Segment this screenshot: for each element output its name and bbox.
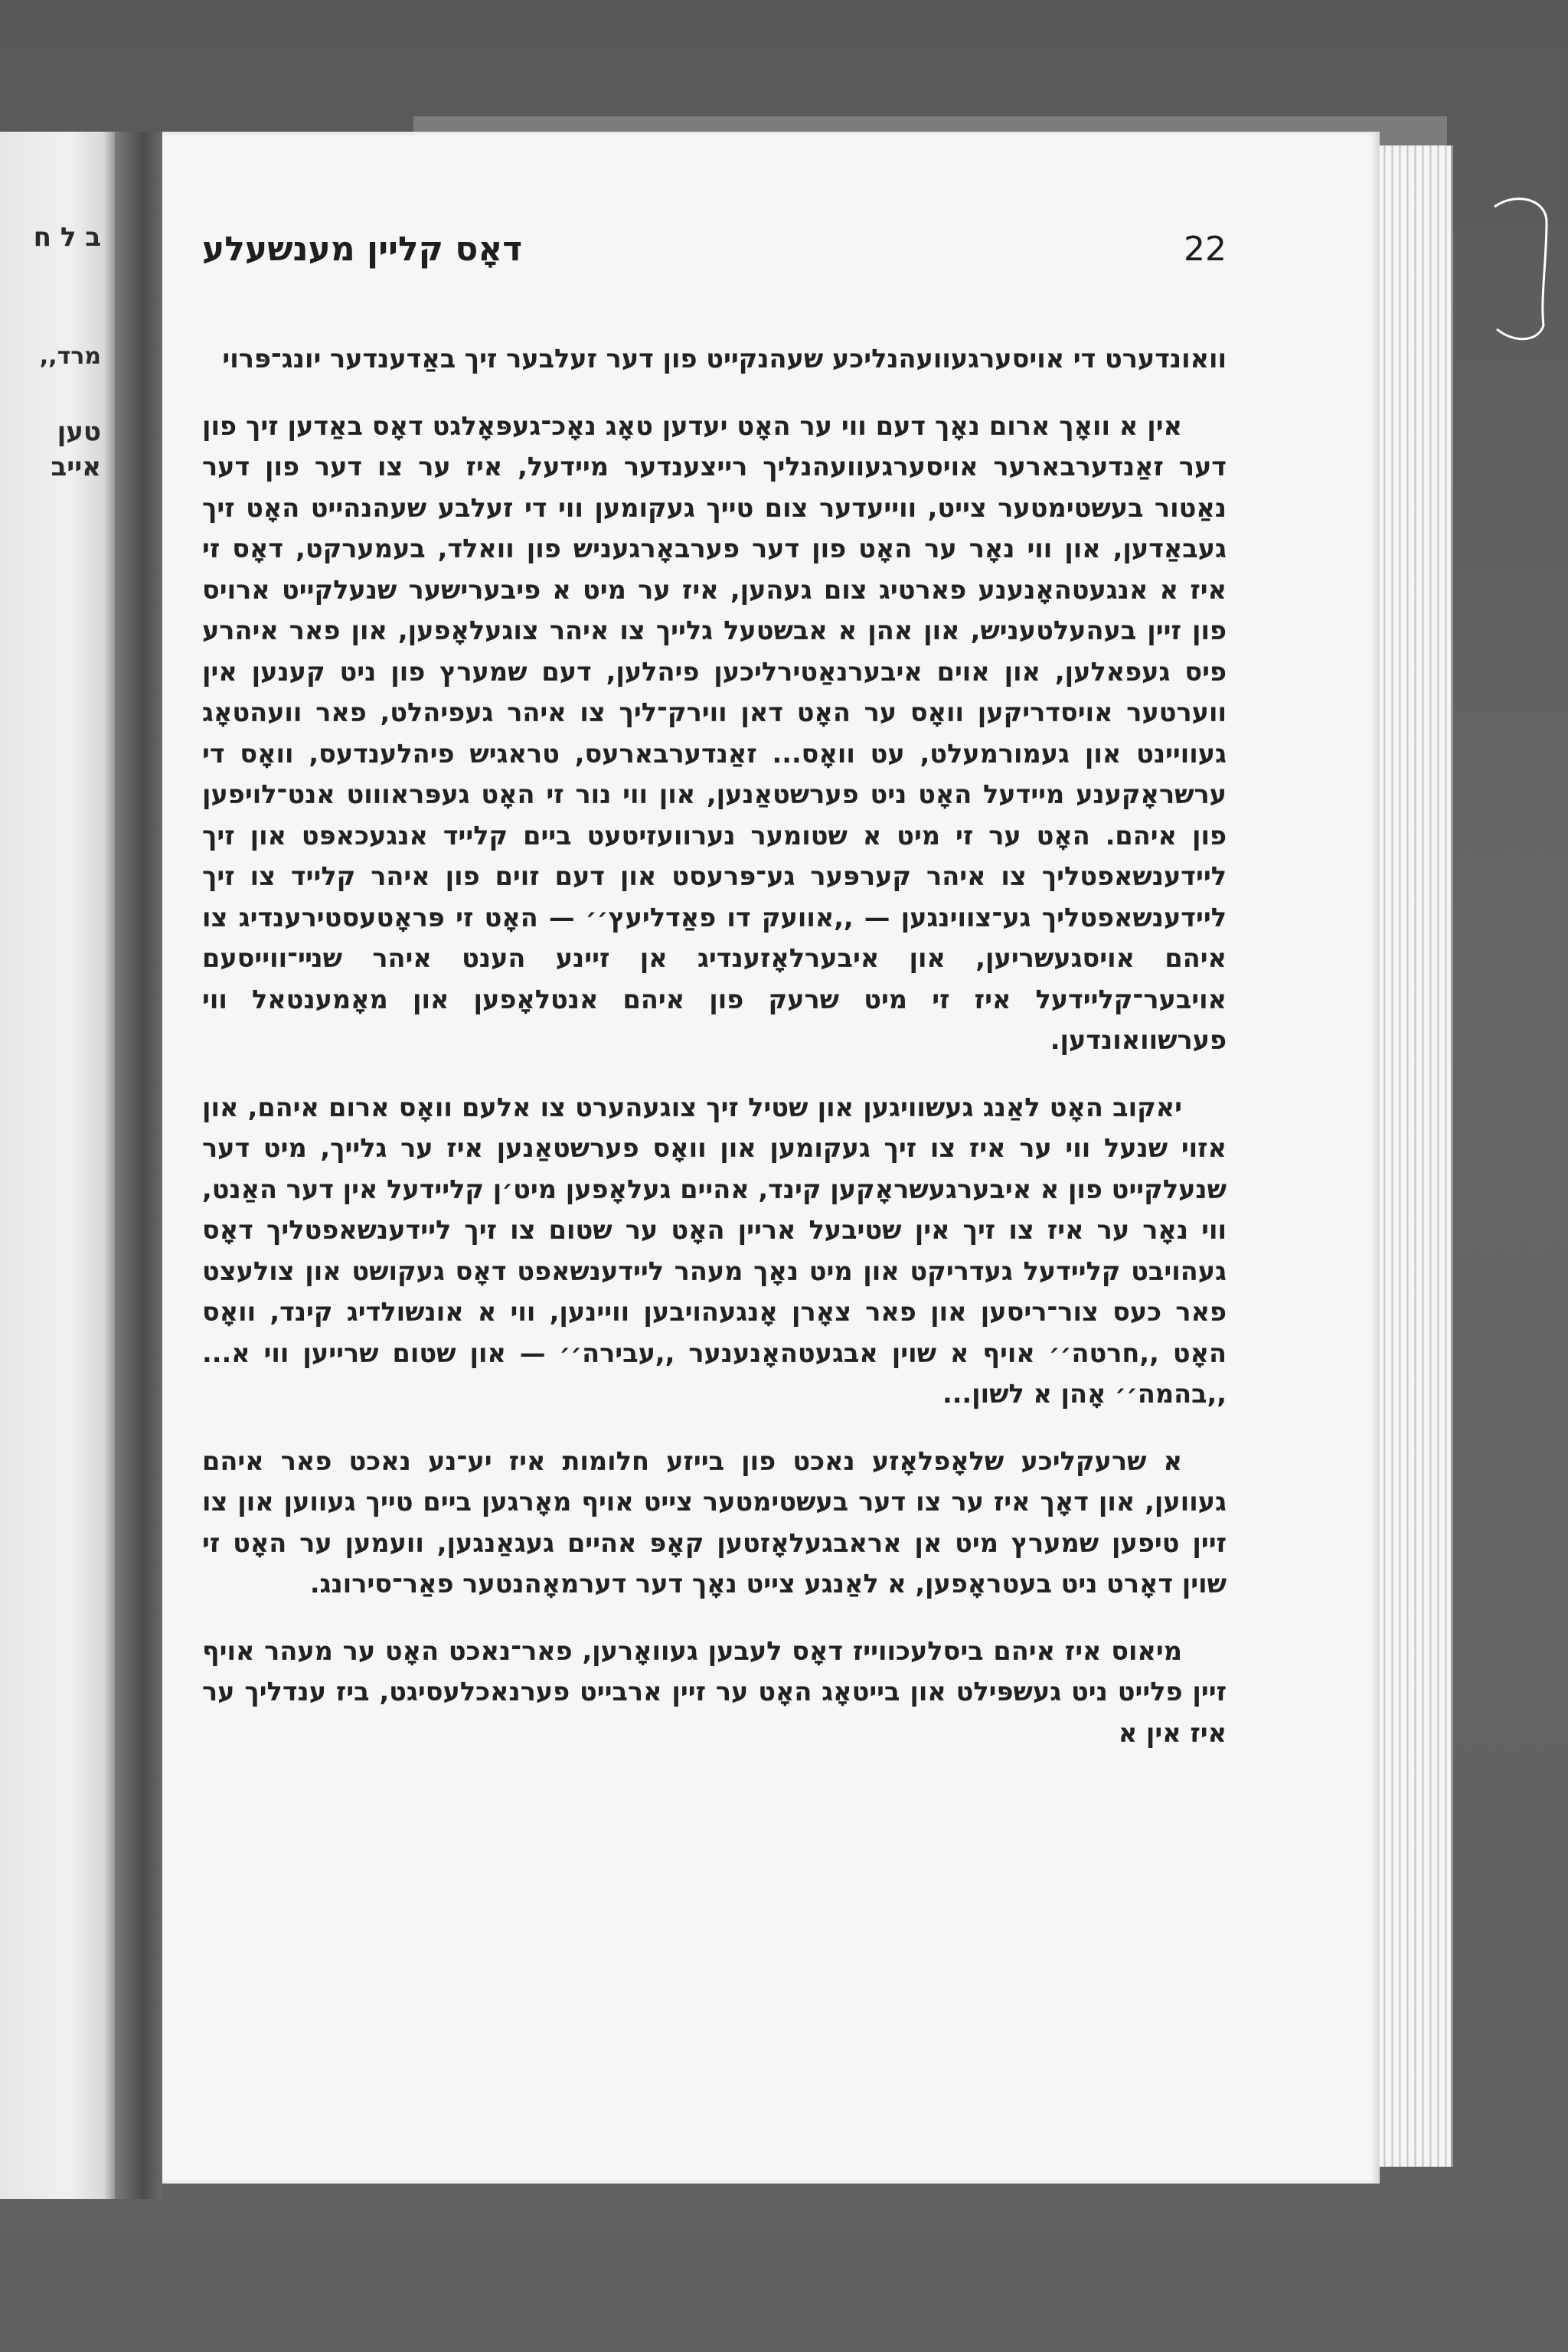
page-number: 22 [1184, 230, 1227, 269]
page-header [202, 230, 1227, 283]
paragraph: אין א וואָך ארום נאָך דעם ווי ער האָט יעדען טאָג נאָכ־געפּאָלגט דאָס באַדען זיך פון דער זאַנדערבארער אויסערגעוועהנליך רייצענדער מיידעל, איז ער צו דער פון דער נאַטור בעשטימטער צייט, ווייעדער צום טייך געקומען ווי די זעלבע שעהנהייט האָט זיך געבאַדען, און ווי נאָר ער האָט פון דער פערבאָרגעניש פון וואלד, בעמערקט, דאָס זי איז א אנגעטהאָנענע פארטיג צום געהען, איז ער מיט א פיבערישער שנעלקייט ארויס פון זיין בעהעלטעניש, און אהן א אבשטעל גלייך צו איהר צוגעלאָפען, און פאר איהרע פיס געפאלען, און אוים איבערנאַטירליכען פיהלען, דעם שמערץ פון ניט קענען אין ווערטער אויסדריקען וואָס ער האָט דאן ווירק־ליך צו איהר געפיהלט, פאר וועהטאָג געוויינט און געמורמעלט, עט וואָס... זאַנדערבארעס, טראגיש פיהלענדעס, וואָס די ערשראָקענע מיידעל האָט ניט פערשטאַנען, און ווי נור זי האָט געפּראוווט אנט־לויפען פון איהם. האָט ער זי מיט א שטומער נערוועזיטעט ביים קלייד אנגעכאפּט און זיך ליידענשאפטליך צו איהר קערפּער גע־פּרעסט און דעם זוים פון איהר קלייד צו זיך ליידענשאפטליך גע־צווינגען — ,,אוועק דו פאַדליעץ׳׳ — האָט זי פּראָטעסטירענדיג צו איהם אויסגעשריען, און איבערלאָזענדיג אן זיינע הענט איהר שנײ־ווייסעם אויבער־קליידעל איז זי מיט שרעק פון איהם אנטלאָפען און מאָמענטאל ווי פערשוואונדען. [202, 410, 1227, 1055]
running-title: דאָס קליין מענשעלע [202, 230, 523, 269]
book-gutter [115, 132, 162, 2199]
right-page [162, 132, 1380, 2184]
left-page [0, 132, 115, 2199]
paragraph: יאקוב האָט לאַנג געשוויגען און שטיל זיך צוגעהערט צו אלעם וואָס ארום איהם, און אזוי שנעל ווי ער איז צו זיך געקומען און וואָס פערשטאַנען איז ער גלייך, מיט דער שנעלקייט פון א איבערגעשראָקען קינד, אהיים געלאָפען מיט׳ן קליידעל אין דער האַנט, ווי נאָר ער איז צו זיך אין שטיבעל אריין האָט ער שטום צו זיך ליידענשאפטליך דאָס געהויבט קליידעל געדריקט און מיט נאָך מעהר ליידענשאפט דאָס געקושט און צולעצט פאר כעס צור־ריסען און פאר צאָרן אָנגעהויבען וויינען, ווי א אונשולדיג קינד, וואָס האָט ,,חרטה׳׳ אויף א שוין אבגעטהאָנענער ,,עבירה׳׳ — און שטום שרייען ווי א... ,,בהמה׳׳ אָהן א לשון... [202, 1092, 1227, 1409]
left-page-fragment: אייב [51, 452, 101, 482]
left-page-fragment: ב ל ח [33, 222, 101, 253]
paragraph: וואונדערט די אויסערגעוועהנליכע שעהנקייט פון דער זעלבער זיך באַדענדער יונג־פּרוי [222, 344, 1227, 374]
paragraph: מיאוס איז איהם ביסלעכווייז דאָס לעבען געוואָרען, פאר־נאכט האָט ער מעהר אויף זיין פלייט ניט געשפּילט און בייטאָג האָט ער זיין ארבייט פערנאכלעסיגט, ביז ענדליך ער איז אין א [202, 1635, 1227, 1748]
bookmark-thread [1493, 191, 1554, 345]
left-page-fragment: טען [57, 416, 101, 447]
body-text [202, 338, 1227, 1779]
paragraph: א שרעקליכע שלאָפלאָזע נאכט פון בייזע חלומות איז יע־נע נאכט פאר איהם געווען, און דאָך איז ער צו דער בעשטימטער צייט אויף מאָרגען ביים טייך געווען און צו זיין טיפען שמערץ מיט אן אראבגעלאָזטען קאָפּ אהיים געגאַנגען, וועמען ער האָט זי שוין דאָרט ניט בעטראָפען, א לאַנגע צייט נאָך דער דערמאָהנטער פאַר־סירונג. [202, 1446, 1227, 1599]
left-page-fragment: מרד,, [39, 343, 101, 370]
